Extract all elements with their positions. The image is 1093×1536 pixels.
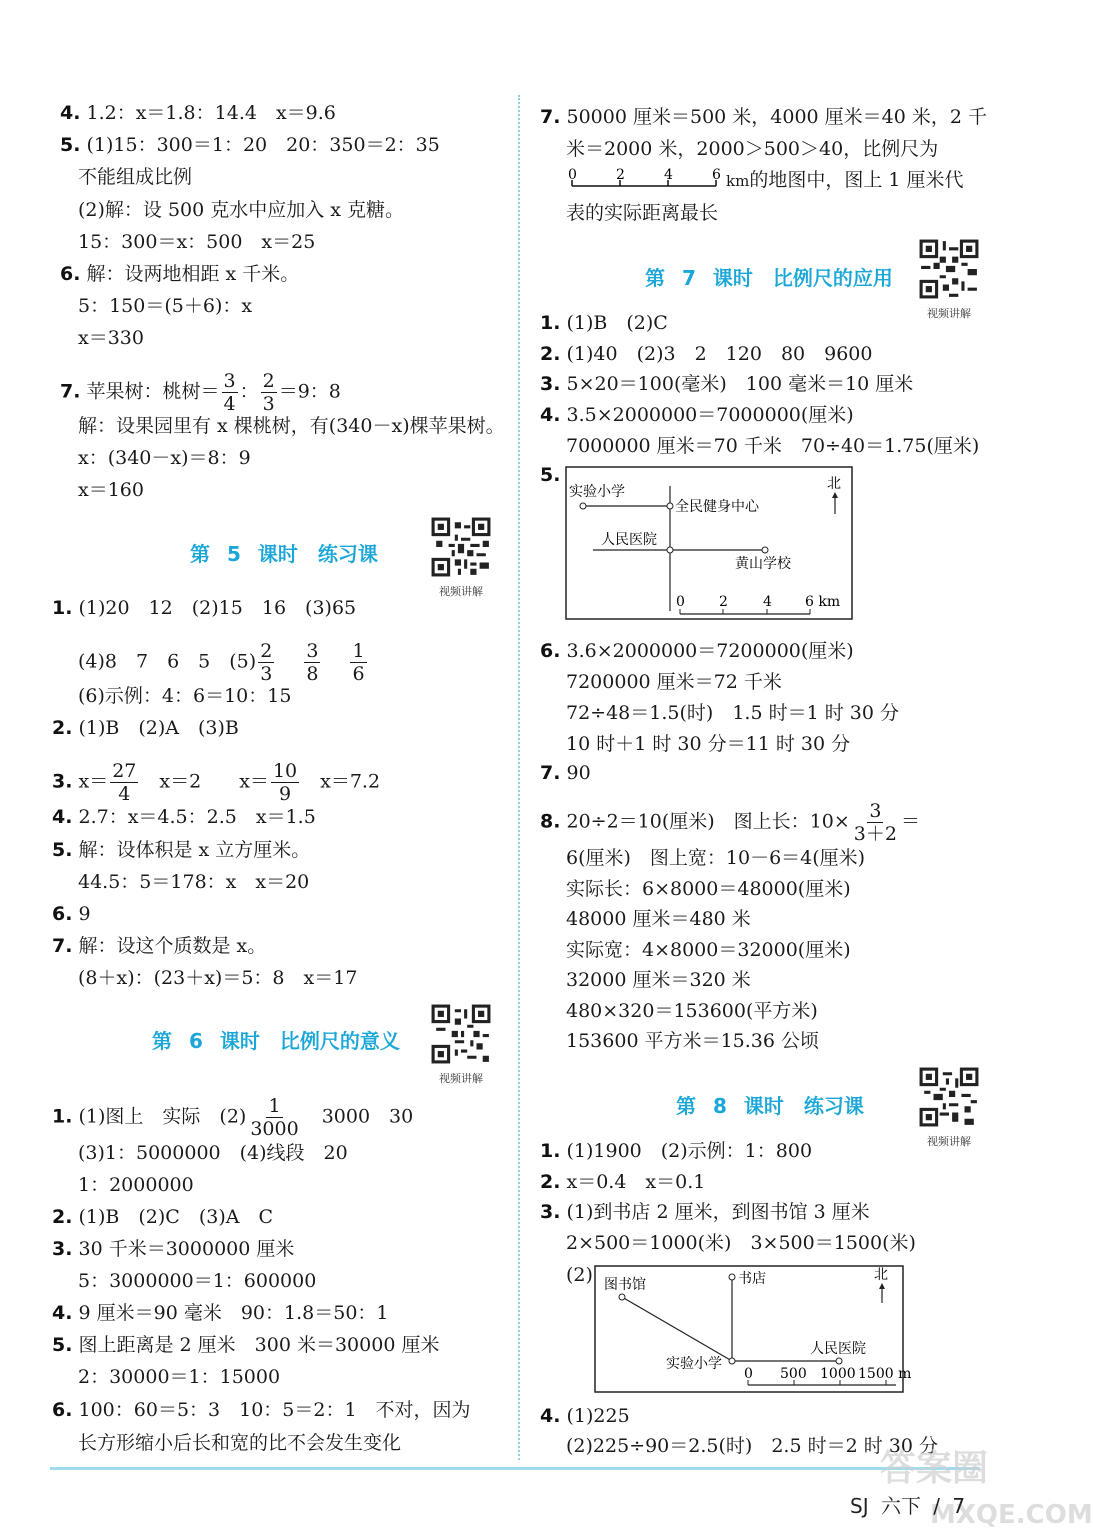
answer-line [566,937,851,963]
answer-text: (1)1900 (2)示例：1：800 [566,1140,813,1162]
answer-line [78,1430,401,1456]
section-title-lesson-5: 第 5 课时 练习课 [190,542,378,566]
fraction: $\frac{10}{9}$ [272,760,298,805]
answer-text: 长方形缩小后长和宽的比不会发生变化 [78,1432,402,1454]
fraction: $\frac{2}{3}$ [260,640,273,685]
answer-line [566,845,865,871]
question-number: 5. [60,134,81,156]
answer-line [78,445,251,471]
answer-line [60,100,336,126]
answer-text: 48000 厘米＝480 米 [566,908,751,930]
map-scale-label: 6 km [805,594,841,610]
answer-text: 90 [566,762,591,784]
question-number: 4. [60,102,81,124]
map-diagram-2 [594,1265,912,1395]
answer-text: (1)20 12 (2)15 16 (3)65 [78,597,357,619]
question-number: 1. [540,1140,561,1162]
answer-line [78,293,252,319]
qr-code-icon[interactable] [430,516,492,578]
answer-line [60,261,299,287]
map-diagram-1 [565,466,855,621]
answer-1-part4-5: (4)8 7 6 5 (5) $\frac{2}{3}$ $\frac{3}{8}$ $\frac{1}{6}$ [78,640,365,685]
answer-text: (6)示例：4：6＝10：15 [78,685,292,707]
footer-rule [50,1467,980,1470]
map-place-label: 实验小学 [569,484,625,500]
fraction: $\frac{27}{4}$ [112,760,137,805]
question-number: 3. [52,1238,73,1260]
answer-text: (1)B (2)A (3)B [78,717,239,739]
map-place-label: 图书馆 [604,1277,646,1293]
answer-line [78,1268,316,1294]
watermark-logo: 答案圈 [880,1448,989,1489]
answer-text: x＝330 [78,327,144,349]
answer-text: 实际宽：4×8000＝32000(厘米) [566,939,851,961]
answer-text: 6(厘米) 图上宽：10－6＝4(厘米) [566,847,866,869]
fraction: $\frac{3}{3+2}$ [853,800,897,845]
answer-text: 2：30000＝1：15000 [78,1366,281,1388]
answer-5-label: 5. [540,464,561,486]
watermark-url: MXQE.COM [930,1500,1093,1530]
question-number: 6. [52,903,73,925]
answer-text: 72÷48＝1.5(时) 1.5 时＝1 时 30 分 [566,702,899,724]
answer-text: (2)解：设 500 克水中应加入 x 克糖。 [78,199,405,221]
answer-line [52,1204,273,1230]
question-number: 2. [540,1171,561,1193]
map-scale-label: 0 [676,594,685,610]
answer-text: 1：2000000 [78,1174,194,1196]
section-title-lesson-6: 第 6 课时 比例尺的意义 [152,1029,400,1053]
answer-line [52,1300,389,1326]
answer-text: 解：设果园里有 x 棵桃树，有(340－x)棵苹果树。 [78,415,505,437]
answer-line [540,371,913,397]
question-number: 7. [540,762,561,784]
page-footer: SJ 六下 / 7 [850,1494,966,1518]
question-number: 5. [52,839,73,861]
answer-line [78,965,357,991]
map-place-label: 实验小学 [666,1356,722,1372]
scale-bar-graphic [566,166,726,196]
answer-text: 9 [78,903,91,925]
answer-line [566,700,899,726]
answer-line [52,804,316,830]
answer-text: 1.2：x＝1.8：14.4 x＝9.6 [86,102,336,124]
map-place-label: 人民医院 [810,1341,866,1357]
answer-line [566,669,782,695]
question-number: 4. [540,404,561,426]
answer-line [52,837,310,863]
map-scale-label: 0 [744,1366,753,1382]
answer-line [540,310,668,336]
scale-tick-label: 2 [616,167,625,183]
answer-6-1: 1. (1)图上 实际 (2) $\frac{1}{3000}$ 3000 30 [52,1095,414,1140]
qr-caption: 视频讲解 [927,307,971,320]
question-number: 6. [52,1399,73,1421]
answer-text: 表的实际距离最长 [566,202,719,224]
answer-text: (1)40 (2)3 2 120 80 9600 [566,343,873,365]
fraction: $\frac{2}{3}$ [262,370,275,415]
scale-tick-label: 6 [712,167,721,183]
answer-7-ratio: 7. 苹果树：桃树＝ $\frac{3}{4}$ ： $\frac{2}{3}$ ＝9：8 [60,370,341,415]
answer-line [566,998,818,1024]
question-number: 7. [52,935,73,957]
answer-text: (1)15：300＝1：20 20：350＝2：35 [86,134,440,156]
scale-tick-label: 0 [568,167,577,183]
answer-line [78,197,404,223]
question-number: 5. [52,1334,73,1356]
answer-line [540,341,872,367]
north-label: 北 [874,1267,888,1283]
map-place-label: 黄山学校 [735,556,791,572]
map-place-label: 人民医院 [601,532,657,548]
answer-text: 7200000 厘米＝72 千米 [566,671,782,693]
scale-bar-line: 0 2 4 6 km的地图中，图上 1 厘米代 [566,166,964,196]
answer-line [78,869,309,895]
answer-line [566,136,938,162]
question-number: 6. [60,263,81,285]
answer-line [566,731,850,757]
answer-line [566,200,718,226]
answer-line [540,638,854,664]
answer-line [540,1138,812,1164]
answer-line [52,595,356,621]
answer-text: x＝160 [78,479,144,501]
answer-line [566,967,751,993]
answer-text: 3.6×2000000＝7200000(厘米) [566,640,854,662]
qr-code-icon[interactable] [918,238,980,300]
map-place-label: 书店 [738,1271,766,1287]
answer-line [52,1397,471,1423]
answer-line [566,876,851,902]
map2-label: (2) [566,1264,593,1286]
answer-text: 解：设两地相距 x 千米。 [86,263,300,285]
answer-line [78,477,144,503]
answer-text: (2)225÷90＝2.5(时) 2.5 时＝2 时 30 分 [566,1435,938,1457]
answer-text: 2.7：x＝4.5：2.5 x＝1.5 [78,806,316,828]
scale-tick-label: 4 [664,167,673,183]
qr-caption: 视频讲解 [439,585,483,598]
answer-text: (3)1：5000000 (4)线段 20 [78,1142,348,1164]
answer-text: (1)B (2)C [566,312,668,334]
answer-line [52,901,91,927]
answer-text: 32000 厘米＝320 米 [566,969,751,991]
answer-line [566,906,751,932]
answer-text: 153600 平方米＝15.36 公顷 [566,1030,820,1052]
qr-code-icon[interactable] [430,1003,492,1065]
qr-caption: 视频讲解 [439,1072,483,1085]
answer-text: 100：60＝5：3 10：5＝2：1 不对，因为 [78,1399,471,1421]
map-place-label: 全民健身中心 [675,499,759,515]
map-scale-label: 1500 m [858,1366,912,1382]
question-number: 7. [540,106,561,128]
answer-line [78,683,291,709]
answer-line [52,1236,294,1262]
answer-text: (1)225 [566,1405,630,1427]
answer-text: 5：150＝(5＋6)：x [78,295,253,317]
question-number: 3. [540,373,561,395]
answer-line [566,1230,916,1256]
answer-line [78,229,315,255]
answer-text: 30 千米＝3000000 厘米 [78,1238,295,1260]
map-scale-label: 4 [763,594,772,610]
answer-text: 480×320＝153600(平方米) [566,1000,818,1022]
answer-text: 解：设体积是 x 立方厘米。 [78,839,311,861]
question-number: 4. [540,1405,561,1427]
map-scale-label: 500 [780,1366,807,1382]
answer-3-solutions: 3. x＝ $\frac{27}{4}$ x＝2 x＝ $\frac{10}{9}$ x＝7.2 [52,760,381,805]
answer-line [78,164,192,190]
answer-line [78,1140,348,1166]
fraction: $\frac{1}{6}$ [352,640,365,685]
answer-8-first-line: 8. 20÷2＝10(厘米) 图上长：10× $\frac{3}{3+2}$ ＝ [540,800,920,845]
question-number: 1. [540,312,561,334]
question-number: 4. [52,1302,73,1324]
question-number: 4. [52,806,73,828]
column-divider [518,95,520,1460]
answer-text: 解：设这个质数是 x。 [78,935,267,957]
answer-line [78,413,505,439]
answer-line [52,1332,439,1358]
north-label: 北 [827,476,841,492]
answer-text: 图上距离是 2 厘米 300 米＝30000 厘米 [78,1334,440,1356]
question-number: 1. [52,597,73,619]
answer-line [540,1169,705,1195]
answer-text: (1)到书店 2 厘米，到图书馆 3 厘米 [566,1201,870,1223]
answer-line [566,1028,819,1054]
map-scale-label: 1000 [820,1366,856,1382]
section-title-lesson-7: 第 7 课时 比例尺的应用 [645,266,893,290]
answer-text: 2×500＝1000(米) 3×500＝1500(米) [566,1232,916,1254]
answer-line [78,1172,194,1198]
map-scale-label: 2 [719,594,728,610]
answer-line [78,325,144,351]
question-number: 2. [540,343,561,365]
qr-caption: 视频讲解 [927,1135,971,1148]
question-number: 3. [540,1201,561,1223]
answer-text: x＝0.4 x＝0.1 [566,1171,706,1193]
question-number: 2. [52,1206,73,1228]
answer-text: 15：300＝x：500 x＝25 [78,231,316,253]
answer-text: 米＝2000 米，2000＞500＞40，比例尺为 [566,138,939,160]
answer-text: 10 时＋1 时 30 分＝11 时 30 分 [566,733,851,755]
question-number: 2. [52,717,73,739]
answer-line [78,1364,280,1390]
fraction: $\frac{3}{4}$ [223,370,236,415]
answer-line [540,104,987,130]
answer-text: x：(340－x)＝8：9 [78,447,251,469]
answer-text: 3.5×2000000＝7000000(厘米) [566,404,854,426]
answer-text: 不能组成比例 [78,166,193,188]
answer-line [566,433,979,459]
answer-line [540,402,854,428]
answer-text: 44.5：5＝178：x x＝20 [78,871,310,893]
answer-text: 5：3000000＝1：600000 [78,1270,317,1292]
answer-text: 实际长：6×8000＝48000(厘米) [566,878,851,900]
answer-text: 7000000 厘米＝70 千米 70÷40＝1.75(厘米) [566,435,980,457]
answer-text: 50000 厘米＝500 米，4000 厘米＝40 米，2 千 [566,106,988,128]
answer-line [540,1403,630,1429]
answer-text: 9 厘米＝90 毫米 90：1.8＝50：1 [78,1302,389,1324]
answer-line [60,132,440,158]
answer-text: 5×20＝100(毫米) 100 毫米＝10 厘米 [566,373,914,395]
question-number: 6. [540,640,561,662]
answer-text: (1)B (2)C (3)A C [78,1206,273,1228]
qr-code-icon[interactable] [918,1066,980,1128]
answer-line [52,715,239,741]
answer-line [540,760,591,786]
section-title-lesson-8: 第 8 课时 练习课 [676,1094,864,1118]
answer-line [540,1199,870,1225]
fraction: $\frac{1}{3000}$ [250,1095,299,1140]
fraction: $\frac{3}{8}$ [306,640,319,685]
answer-text: (8＋x)：(23＋x)＝5：8 x＝17 [78,967,358,989]
answer-line [52,933,266,959]
